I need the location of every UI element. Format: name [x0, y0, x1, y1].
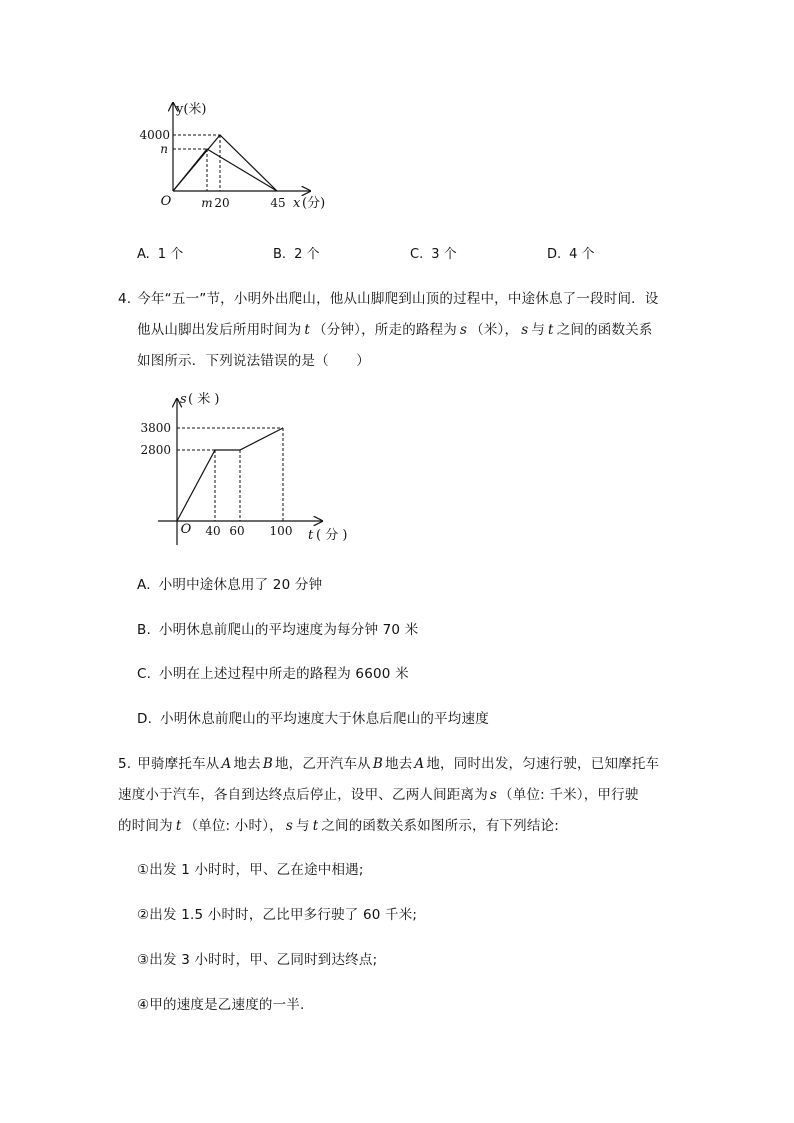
var-A: A — [221, 756, 232, 772]
graph1-origin: O — [160, 194, 172, 209]
q5-conclusion-2: ②出发 1.5 小时时，乙比甲多行驶了 60 千米; — [137, 907, 418, 923]
var-s: s — [521, 322, 529, 338]
graph2-y-label: s — [180, 392, 187, 407]
var-A: A — [414, 756, 425, 772]
graph2-line — [177, 428, 283, 521]
graph2-ytick-2800: 2800 — [140, 443, 171, 457]
var-s: s — [460, 322, 468, 338]
q4-number: 4. — [118, 291, 132, 307]
graph2-xtick-100: 100 — [269, 524, 293, 538]
q3-option-b[interactable] — [273, 243, 319, 262]
graph1-xtick-m: m — [201, 196, 213, 210]
q5-text: （单位: 千米），甲行驶 — [499, 787, 639, 803]
graph1-xtick-45: 45 — [270, 196, 286, 210]
graph1-line-b — [173, 149, 277, 191]
var-t: t — [304, 322, 311, 338]
option-text: 小明休息前爬山的平均速度为每分钟 70 米 — [158, 622, 419, 638]
q4-text-line2b: （分钟），所走的路程为 — [313, 322, 457, 338]
graph-distance-time-2 — [140, 385, 370, 550]
var-t: t — [548, 322, 554, 338]
graph2-x-label: t — [308, 528, 314, 543]
q4-line-3 — [137, 349, 370, 369]
q5-conclusion-3: ③出发 3 小时时，甲、乙同时到达终点; — [137, 952, 378, 968]
var-B: B — [372, 756, 383, 772]
graph1-xtick-20: 20 — [214, 196, 230, 210]
var-B: B — [262, 756, 273, 772]
option-letter: C. — [410, 247, 424, 262]
q5-conclusion-1: ①出发 1 小时时，甲、乙在途中相遇; — [137, 862, 364, 878]
graph1-x-label: x — [293, 196, 301, 211]
graph2-ytick-3800: 3800 — [140, 421, 171, 435]
option-text: 1 个 — [157, 247, 184, 262]
graph-distance-time-1 — [130, 95, 340, 215]
q4-text-line2d: 与 — [531, 322, 546, 338]
graph2-xtick-60: 60 — [229, 524, 245, 538]
q5-text: 地去 — [233, 756, 261, 772]
graph1-y-label: y(米) — [176, 102, 207, 117]
option-letter: A. — [137, 247, 150, 262]
q5-text: 的时间为 — [118, 818, 173, 834]
graph2-x-unit: ( 分 ) — [316, 528, 348, 543]
q3-option-a[interactable] — [137, 243, 183, 262]
q5-text: 甲骑摩托车从 — [137, 756, 220, 772]
option-text: 小明休息前爬山的平均速度大于休息后爬山的平均速度 — [160, 711, 489, 727]
option-letter: D. — [137, 711, 153, 727]
option-text: 小明在上述过程中所走的路程为 6600 米 — [159, 666, 409, 682]
option-letter: D. — [547, 247, 562, 262]
option-text: 2 个 — [294, 247, 320, 262]
option-letter: B. — [273, 247, 287, 262]
option-letter: C. — [137, 666, 152, 682]
q4-text-line2e: 之间的函数关系 — [556, 322, 653, 338]
graph2-xtick-40: 40 — [205, 524, 221, 538]
var-s: s — [285, 818, 293, 834]
q3-option-c[interactable] — [410, 243, 457, 262]
q5-text: 速度小于汽车，各自到达终点后停止，设甲、乙两人间距离为 — [118, 787, 488, 803]
graph1-ytick-n: n — [160, 142, 168, 156]
q5-number: 5. — [118, 756, 132, 772]
option-text: 小明中途休息用了 20 分钟 — [158, 577, 323, 593]
option-letter: B. — [137, 622, 151, 638]
q5-line-1 — [118, 752, 659, 772]
q4-option-a[interactable] — [137, 573, 322, 593]
graph1-line-a — [173, 135, 277, 191]
option-text: 3 个 — [431, 247, 457, 262]
q4-text-line2a: 他从山脚出发后所用时间为 — [137, 322, 302, 338]
q5-text: 地，乙开汽车从 — [274, 756, 371, 772]
option-text: 4 个 — [569, 247, 595, 262]
q5-text: 之间的函数关系如图所示，有下列结论: — [321, 818, 559, 834]
q4-line-1 — [118, 287, 659, 307]
var-t: t — [312, 818, 319, 834]
q5-text: 地去 — [385, 756, 413, 772]
graph1-ytick-4000: 4000 — [139, 128, 170, 142]
q5-line-2 — [118, 783, 639, 803]
q4-line-2 — [137, 318, 653, 338]
q4-option-d[interactable] — [137, 707, 489, 727]
graph2-y-unit: ( 米 ) — [188, 392, 220, 407]
q5-text: （单位: 小时）， — [184, 818, 283, 834]
q5-conclusion-4: ④甲的速度是乙速度的一半. — [137, 997, 305, 1013]
graph2-origin: O — [180, 522, 192, 537]
graph1-x-unit: (分) — [302, 196, 326, 211]
q5-line-3 — [118, 814, 559, 834]
q3-option-d[interactable] — [547, 243, 595, 262]
q5-text: 地，同时出发，匀速行驶，已知摩托车 — [426, 756, 660, 772]
q4-text-line3: 如图所示．下列说法错误的是（ ） — [137, 353, 370, 369]
q4-option-c[interactable] — [137, 662, 409, 682]
q4-option-b[interactable] — [137, 618, 418, 638]
q5-text: 与 — [295, 818, 310, 834]
q4-text-line2c: （米）， — [470, 322, 519, 338]
option-letter: A. — [137, 577, 151, 593]
var-s: s — [489, 787, 498, 803]
var-t: t — [175, 818, 182, 834]
q4-text-line1: 今年“五一”节，小明外出爬山，他从山脚爬到山顶的过程中，中途休息了一段时间．设 — [137, 291, 659, 307]
